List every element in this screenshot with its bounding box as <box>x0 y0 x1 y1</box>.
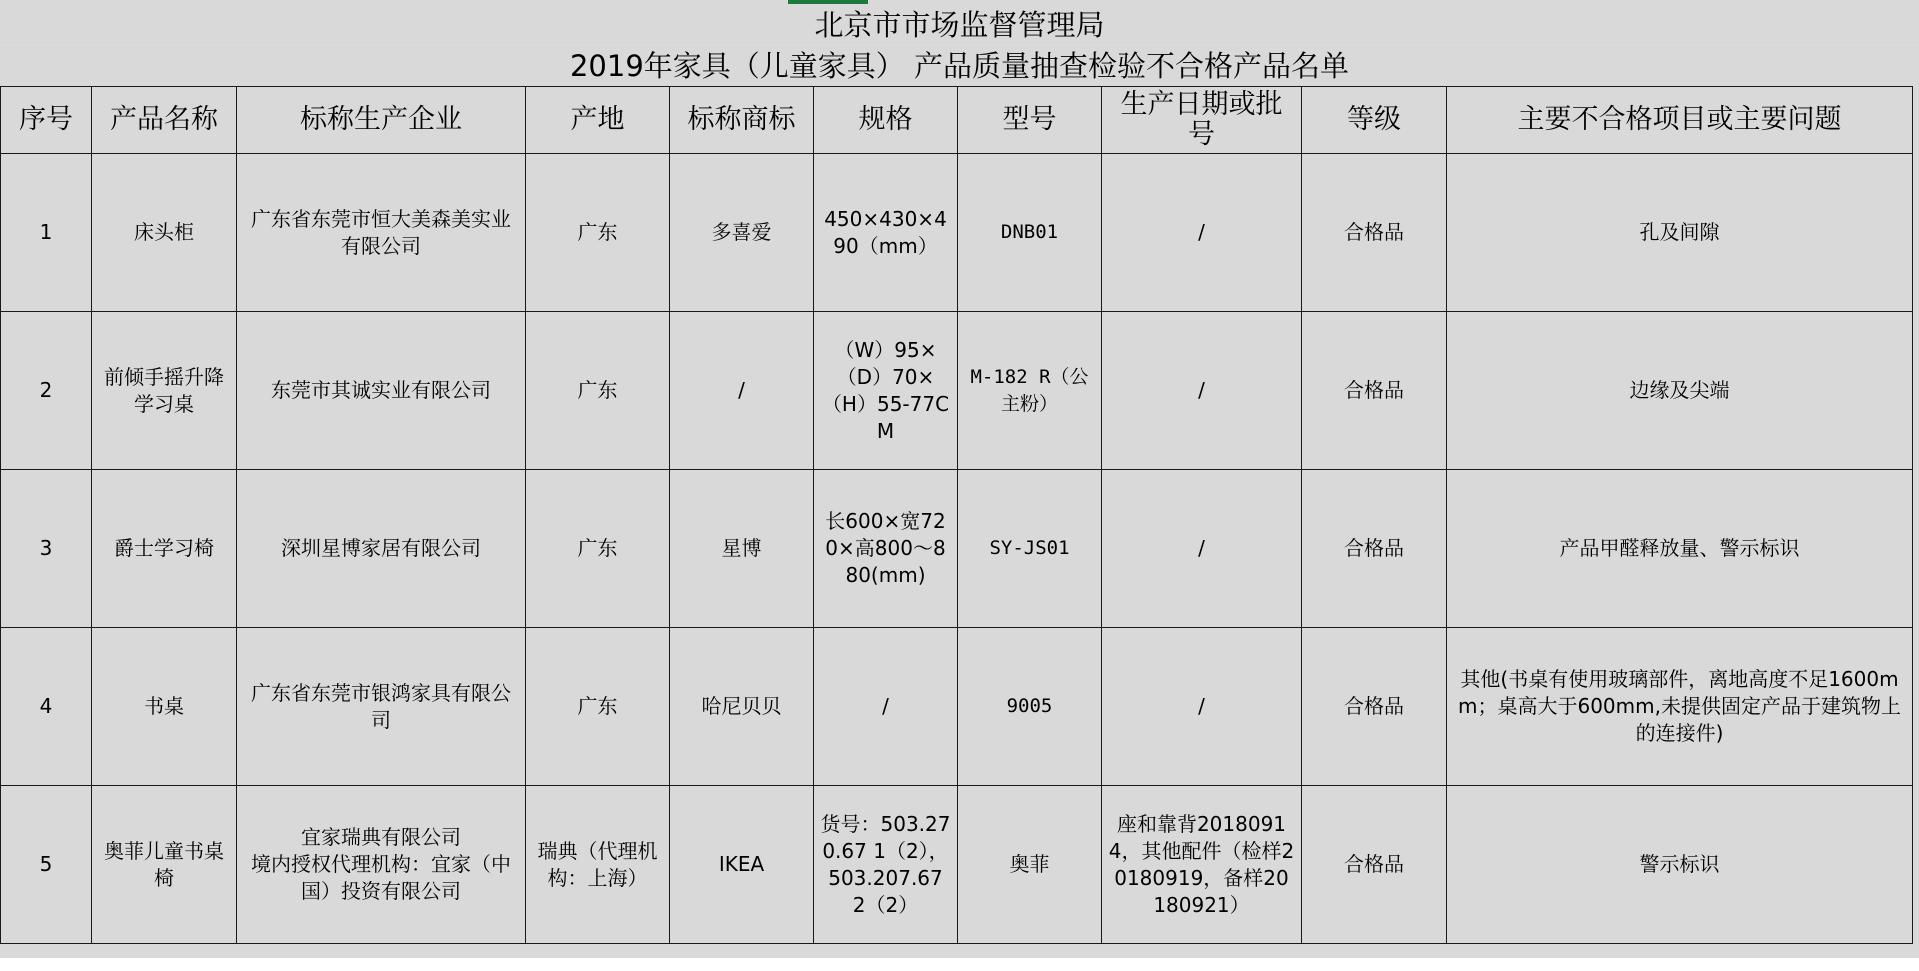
cell-origin[interactable]: 广东 <box>526 154 670 312</box>
header-product[interactable]: 产品名称 <box>92 87 237 154</box>
cell-origin[interactable]: 广东 <box>526 470 670 628</box>
cell-issue[interactable]: 其他(书桌有使用玻璃部件，离地高度不足1600mm；桌高大于600mm,未提供固定产品于建筑物上的连接件) <box>1447 628 1913 786</box>
header-issue[interactable]: 主要不合格项目或主要问题 <box>1447 87 1913 154</box>
cell-brand[interactable]: 多喜爱 <box>670 154 814 312</box>
cell-brand[interactable]: IKEA <box>670 786 814 944</box>
cell-product[interactable]: 奥菲儿童书桌椅 <box>92 786 237 944</box>
cell-grade[interactable]: 合格品 <box>1302 786 1447 944</box>
table-row <box>1 154 1913 312</box>
company-name: 宜家瑞典有限公司 <box>301 825 461 849</box>
cell-brand[interactable]: 星博 <box>670 470 814 628</box>
cell-model[interactable]: DNB01 <box>958 154 1102 312</box>
cell-model[interactable]: SY-JS01 <box>958 470 1102 628</box>
header-company[interactable]: 标称生产企业 <box>237 87 526 154</box>
cell-issue[interactable]: 边缘及尖端 <box>1447 312 1913 470</box>
cell-seq[interactable]: 4 <box>1 628 92 786</box>
page-subtitle: 2019年家具（儿童家具） 产品质量抽查检验不合格产品名单 <box>0 46 1919 87</box>
cell-product[interactable]: 书桌 <box>92 628 237 786</box>
header-spec[interactable]: 规格 <box>814 87 958 154</box>
cell-brand[interactable]: 哈尼贝贝 <box>670 628 814 786</box>
cell-grade[interactable]: 合格品 <box>1302 154 1447 312</box>
cell-company[interactable]: 深圳星博家居有限公司 <box>237 470 526 628</box>
table-row <box>1 786 1913 944</box>
table-row <box>1 312 1913 470</box>
cell-product[interactable]: 前倾手摇升降学习桌 <box>92 312 237 470</box>
page-title: 北京市市场监督管理局 <box>0 5 1919 46</box>
cell-company[interactable] <box>237 786 526 944</box>
cell-date[interactable]: / <box>1102 470 1302 628</box>
cell-spec[interactable]: 450×430×490（mm） <box>814 154 958 312</box>
cell-seq[interactable]: 5 <box>1 786 92 944</box>
cell-date[interactable]: 座和靠背20180914，其他配件（检样20180919，备样20180921） <box>1102 786 1302 944</box>
header-date[interactable]: 生产日期或批号 <box>1102 87 1302 154</box>
cell-origin[interactable]: 瑞典（代理机构：上海） <box>526 786 670 944</box>
header-brand[interactable]: 标称商标 <box>670 87 814 154</box>
cell-seq[interactable]: 1 <box>1 154 92 312</box>
cell-origin[interactable]: 广东 <box>526 628 670 786</box>
cell-seq[interactable]: 3 <box>1 470 92 628</box>
cell-issue[interactable]: 警示标识 <box>1447 786 1913 944</box>
cell-model[interactable]: 9005 <box>958 628 1102 786</box>
product-table <box>0 86 1913 944</box>
cell-spec[interactable]: （W）95×（D）70×（H）55-77CM <box>814 312 958 470</box>
company-agent: 境内授权代理机构：宜家（中国）投资有限公司 <box>251 852 511 903</box>
cell-model[interactable]: M-182 R（公主粉） <box>958 312 1102 470</box>
cell-company[interactable]: 广东省东莞市恒大美森美实业有限公司 <box>237 154 526 312</box>
cell-spec[interactable]: 货号：503.270.67 1（2），503.207.67 2（2） <box>814 786 958 944</box>
cell-company[interactable]: 广东省东莞市银鸿家具有限公司 <box>237 628 526 786</box>
header-seq[interactable]: 序号 <box>1 87 92 154</box>
cell-grade[interactable]: 合格品 <box>1302 628 1447 786</box>
cell-grade[interactable]: 合格品 <box>1302 312 1447 470</box>
bottom-gridline-strip <box>0 958 1919 971</box>
header-model[interactable]: 型号 <box>958 87 1102 154</box>
cell-spec[interactable]: / <box>814 628 958 786</box>
table-header-row <box>1 87 1913 154</box>
cell-origin[interactable]: 广东 <box>526 312 670 470</box>
cell-spec[interactable]: 长600×宽720×高800～880(mm) <box>814 470 958 628</box>
cell-product[interactable]: 床头柜 <box>92 154 237 312</box>
cell-date[interactable]: / <box>1102 312 1302 470</box>
cell-date[interactable]: / <box>1102 628 1302 786</box>
cell-seq[interactable]: 2 <box>1 312 92 470</box>
cell-brand[interactable]: / <box>670 312 814 470</box>
header-grade[interactable]: 等级 <box>1302 87 1447 154</box>
cell-grade[interactable]: 合格品 <box>1302 470 1447 628</box>
cell-product[interactable]: 爵士学习椅 <box>92 470 237 628</box>
table-row <box>1 470 1913 628</box>
cell-model[interactable]: 奥菲 <box>958 786 1102 944</box>
cell-company[interactable]: 东莞市其诚实业有限公司 <box>237 312 526 470</box>
cell-issue[interactable]: 产品甲醛释放量、警示标识 <box>1447 470 1913 628</box>
header-origin[interactable]: 产地 <box>526 87 670 154</box>
active-column-indicator <box>788 0 868 4</box>
table-row <box>1 628 1913 786</box>
cell-issue[interactable]: 孔及间隙 <box>1447 154 1913 312</box>
cell-date[interactable]: / <box>1102 154 1302 312</box>
